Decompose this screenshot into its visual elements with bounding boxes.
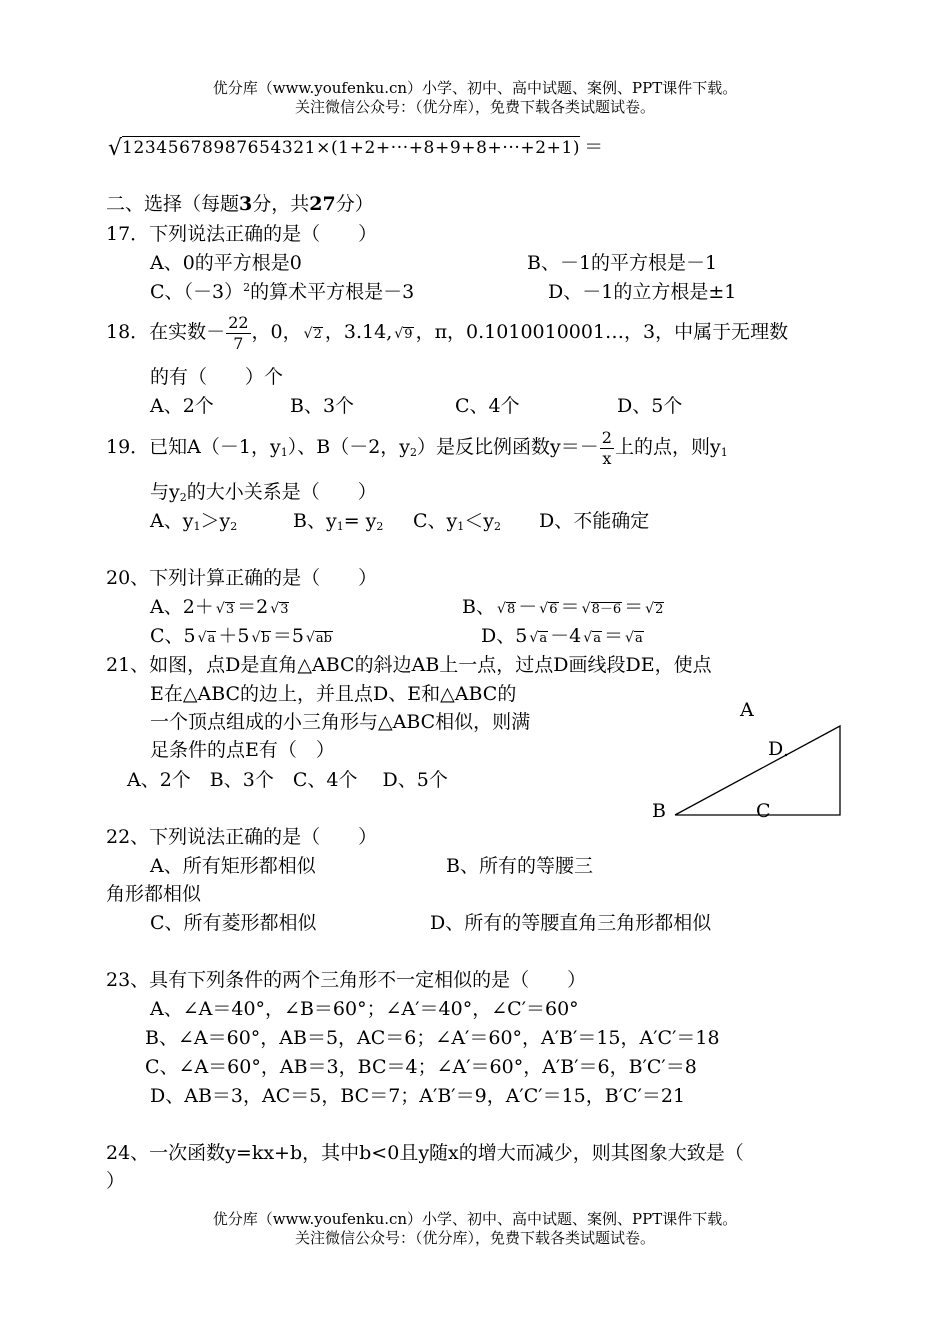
q20-d-root2-radicand: a [593, 631, 601, 646]
q18-option-b: B、3个 [290, 395, 355, 417]
q18-frac-den: 7 [233, 333, 244, 353]
q20-d-root3-radicand: a [634, 631, 643, 646]
q18-root-2 [304, 313, 323, 357]
q20-b-root3 [582, 598, 623, 622]
q19-a1-sub: 1 [193, 520, 201, 533]
q17-c-sup: 2 [243, 281, 251, 294]
q20-a-root1 [216, 598, 235, 622]
q19-c2: ＜y [464, 510, 495, 532]
footer-line-1: 优分库（www.youfenku.cn）小学、初中、高中试题、案例、PPT课件下载。 [212, 1210, 738, 1228]
q20-stem: 20、下列计算正确的是（ ） [106, 567, 378, 589]
q20-b-root4 [645, 598, 664, 622]
q19-l2b: 的大小关系是（ ） [186, 481, 377, 503]
q19-frac-den: x [602, 448, 612, 468]
q22-stem: 22、下列说法正确的是（ ） [106, 826, 378, 848]
label-b: B [652, 800, 666, 822]
q19-a1: A、y [150, 510, 194, 532]
footer-line-2: 关注微信公众号：（优分库），免费下载各类试题试卷。 [294, 1229, 655, 1247]
q23-stem: 23、具有下列条件的两个三角形不一定相似的是（ ） [106, 969, 587, 991]
q20-b-root1-radicand: 8 [506, 602, 516, 617]
q20-b-root4-radicand: 2 [655, 602, 664, 617]
radical-sign: √ [108, 136, 123, 161]
q21-line-4: 足条件的点E有（ ） [150, 739, 335, 761]
q20-a-root1-radicand: 3 [225, 602, 235, 617]
section-points-each: 3 [239, 193, 253, 215]
q21-options: A、2个 B、3个 C、4个 D、5个 [127, 769, 448, 791]
q18-root-2-radicand: 2 [313, 327, 322, 342]
q20-c-m1: ＋5 [218, 625, 250, 647]
q21-line-2: E在△ABC的边上，并且点D、E和△ABC的 [150, 683, 517, 705]
q18-root-9 [394, 313, 413, 357]
q22-option-a: A、所有矩形都相似 [150, 855, 316, 877]
q23-option-a: A、∠A＝40°，∠B＝60°；∠A′＝40°，∠C′＝60° [150, 998, 579, 1020]
q19-p2: ）、B（－2，y [287, 436, 411, 458]
q19-b1: B、y [293, 510, 337, 532]
q20-b-m3: ＝ [624, 596, 644, 618]
q20-c-root2 [252, 627, 271, 651]
q19-l2a: 与y [150, 481, 180, 503]
section-pre: 二、选择（每题 [106, 193, 240, 215]
point-d-dot [785, 754, 787, 756]
q19-c1: C、y [413, 510, 458, 532]
q19-a2: ＞y [200, 510, 231, 532]
q24-line-2: ） [106, 1170, 126, 1192]
q17-option-a: A、0的平方根是0 [150, 252, 302, 274]
q20-d-m2: ＝ [603, 625, 623, 647]
q20-option-d [481, 624, 646, 651]
q18-stem [106, 310, 788, 357]
q22-option-b: B、所有的等腰三 [446, 855, 593, 877]
q18-fraction [226, 313, 250, 354]
q23-option-d: D、AB＝3，AC＝5，BC＝7；A′B′＝9，A′C′＝15，B′C′＝21 [150, 1085, 686, 1107]
q20-b-root2-radicand: 6 [549, 602, 558, 617]
q19-option-a [150, 509, 237, 533]
q22-option-b-cont: 角形都相似 [106, 883, 202, 905]
q19-p1-sub: 1 [280, 446, 288, 459]
q20-a-root2-radicand: 3 [280, 602, 289, 617]
section-points-total: 27 [309, 193, 336, 215]
q18-s3: ，π，0.1010010001…，3，中属于无理数 [415, 321, 789, 343]
q19-p4: 上的点，则y [614, 436, 721, 458]
q18-option-c: C、4个 [455, 395, 520, 417]
q20-option-c [150, 624, 335, 651]
q19-p2-sub: 2 [410, 446, 418, 459]
q24-line-1: 24、一次函数y=kx+b，其中b<0且y随x的增大而减少，则其图象大致是（ [106, 1142, 744, 1164]
q19-c2-sub: 2 [494, 520, 502, 533]
q18-option-d: D、5个 [617, 395, 683, 417]
q19-p1: 19．已知A（－1，y [106, 436, 281, 458]
q20-c-root1-radicand: a [207, 631, 216, 646]
label-a: A [740, 699, 754, 721]
q23-option-b: B、∠A＝60°，AB＝5，AC＝6；∠A′＝60°，A′B′＝15，A′C′＝18 [145, 1027, 720, 1049]
q19-b1-sub: 1 [336, 520, 344, 533]
q23-option-c: C、∠A＝60°，AB＝3，BC＝4；∠A′＝60°，A′B′＝6，B′C′＝8 [145, 1056, 697, 1078]
q20-d-root1 [529, 627, 548, 651]
q18-option-a: A、2个 [150, 395, 214, 417]
q20-a-root2 [270, 598, 289, 622]
q19-frac-num: 2 [601, 427, 612, 447]
q19-p3: ）是反比例函数y＝－ [417, 436, 599, 458]
q17-stem: 17．下列说法正确的是（ ） [106, 223, 378, 245]
q17-c-pre: C、（－3） [150, 281, 244, 303]
q20-c-root3-radicand: ab [315, 631, 332, 646]
q19-c1-sub: 1 [457, 520, 465, 533]
q20-d-root2 [583, 627, 602, 651]
q21-line-3: 一个顶点组成的小三角形与△ABC相似，则满 [150, 711, 531, 733]
q20-b-root1 [497, 598, 516, 622]
q19-b2-sub: 2 [376, 520, 384, 533]
q22-option-d: D、所有的等腰直角三角形都相似 [430, 912, 712, 934]
q17-option-c [150, 280, 414, 304]
label-d: D [768, 738, 784, 760]
q20-b-m1: － [518, 596, 538, 618]
q20-b-root3-radicand: 8－6 [591, 602, 622, 617]
q19-option-b [293, 509, 383, 533]
section-heading [106, 192, 374, 216]
q19-option-c [413, 509, 501, 533]
sqrt-radicand: 12345678987654321×(1+2+···+8+9+8+···+2+1) [122, 138, 581, 158]
q18-root-9-radicand: 9 [404, 327, 413, 342]
q20-c-m2: ＝5 [272, 625, 304, 647]
q20-option-a [150, 595, 291, 622]
q19-line-2 [150, 480, 377, 504]
q19-stem [106, 425, 728, 469]
q17-option-d: D、－1的立方根是±1 [548, 281, 737, 303]
q17-c-post: 的算术平方根是－3 [250, 281, 415, 303]
q20-b-root2 [539, 598, 558, 622]
sqrt-expression [108, 135, 603, 161]
q20-a-pre: A、2＋ [150, 596, 214, 618]
q20-d-m1: －4 [550, 625, 582, 647]
q18-s2: ，3.14, [324, 321, 393, 343]
q20-a-mid: ＝2 [237, 596, 269, 618]
q20-c-pre: C、5 [150, 625, 196, 647]
q20-c-root1 [198, 627, 217, 651]
q22-option-c: C、所有菱形都相似 [150, 912, 317, 934]
q18-s1: ，0， [251, 321, 302, 343]
q19-a2-sub: 2 [230, 520, 238, 533]
q21-line-1: 21、如图，点D是直角△ABC的斜边AB上一点，过点D画线段DE，使点 [106, 654, 712, 676]
q20-c-root3 [306, 627, 333, 651]
q20-b-pre: B、 [462, 596, 495, 618]
q17-option-b: B、－1的平方根是－1 [527, 252, 718, 274]
section-mid: 分，共 [252, 193, 310, 215]
q20-option-b [462, 595, 666, 622]
q19-fraction [600, 428, 614, 469]
section-post: 分） [335, 193, 374, 215]
q19-option-d: D、不能确定 [539, 510, 650, 532]
q19-p4-sub: 1 [720, 446, 728, 459]
q18-frac-num: 22 [228, 312, 249, 332]
label-c: C [756, 800, 771, 822]
q20-d-root3 [625, 627, 644, 651]
q18-pre: 18．在实数－ [106, 321, 226, 343]
q18-line-2: 的有（ ）个 [150, 366, 284, 388]
header-line-1: 优分库（www.youfenku.cn）小学、初中、高中试题、案例、PPT课件下载。 [212, 79, 738, 97]
q19-b2: = y [343, 510, 377, 532]
q20-d-root1-radicand: a [539, 631, 548, 646]
q20-d-pre: D、5 [481, 625, 528, 647]
sqrt-equals: ＝ [584, 136, 604, 158]
q19-l2-sub: 2 [179, 491, 187, 504]
header-line-2: 关注微信公众号：（优分库），免费下载各类试题试卷。 [294, 98, 655, 116]
q20-c-root2-radicand: b [261, 631, 270, 646]
q20-b-m2: ＝ [560, 596, 580, 618]
